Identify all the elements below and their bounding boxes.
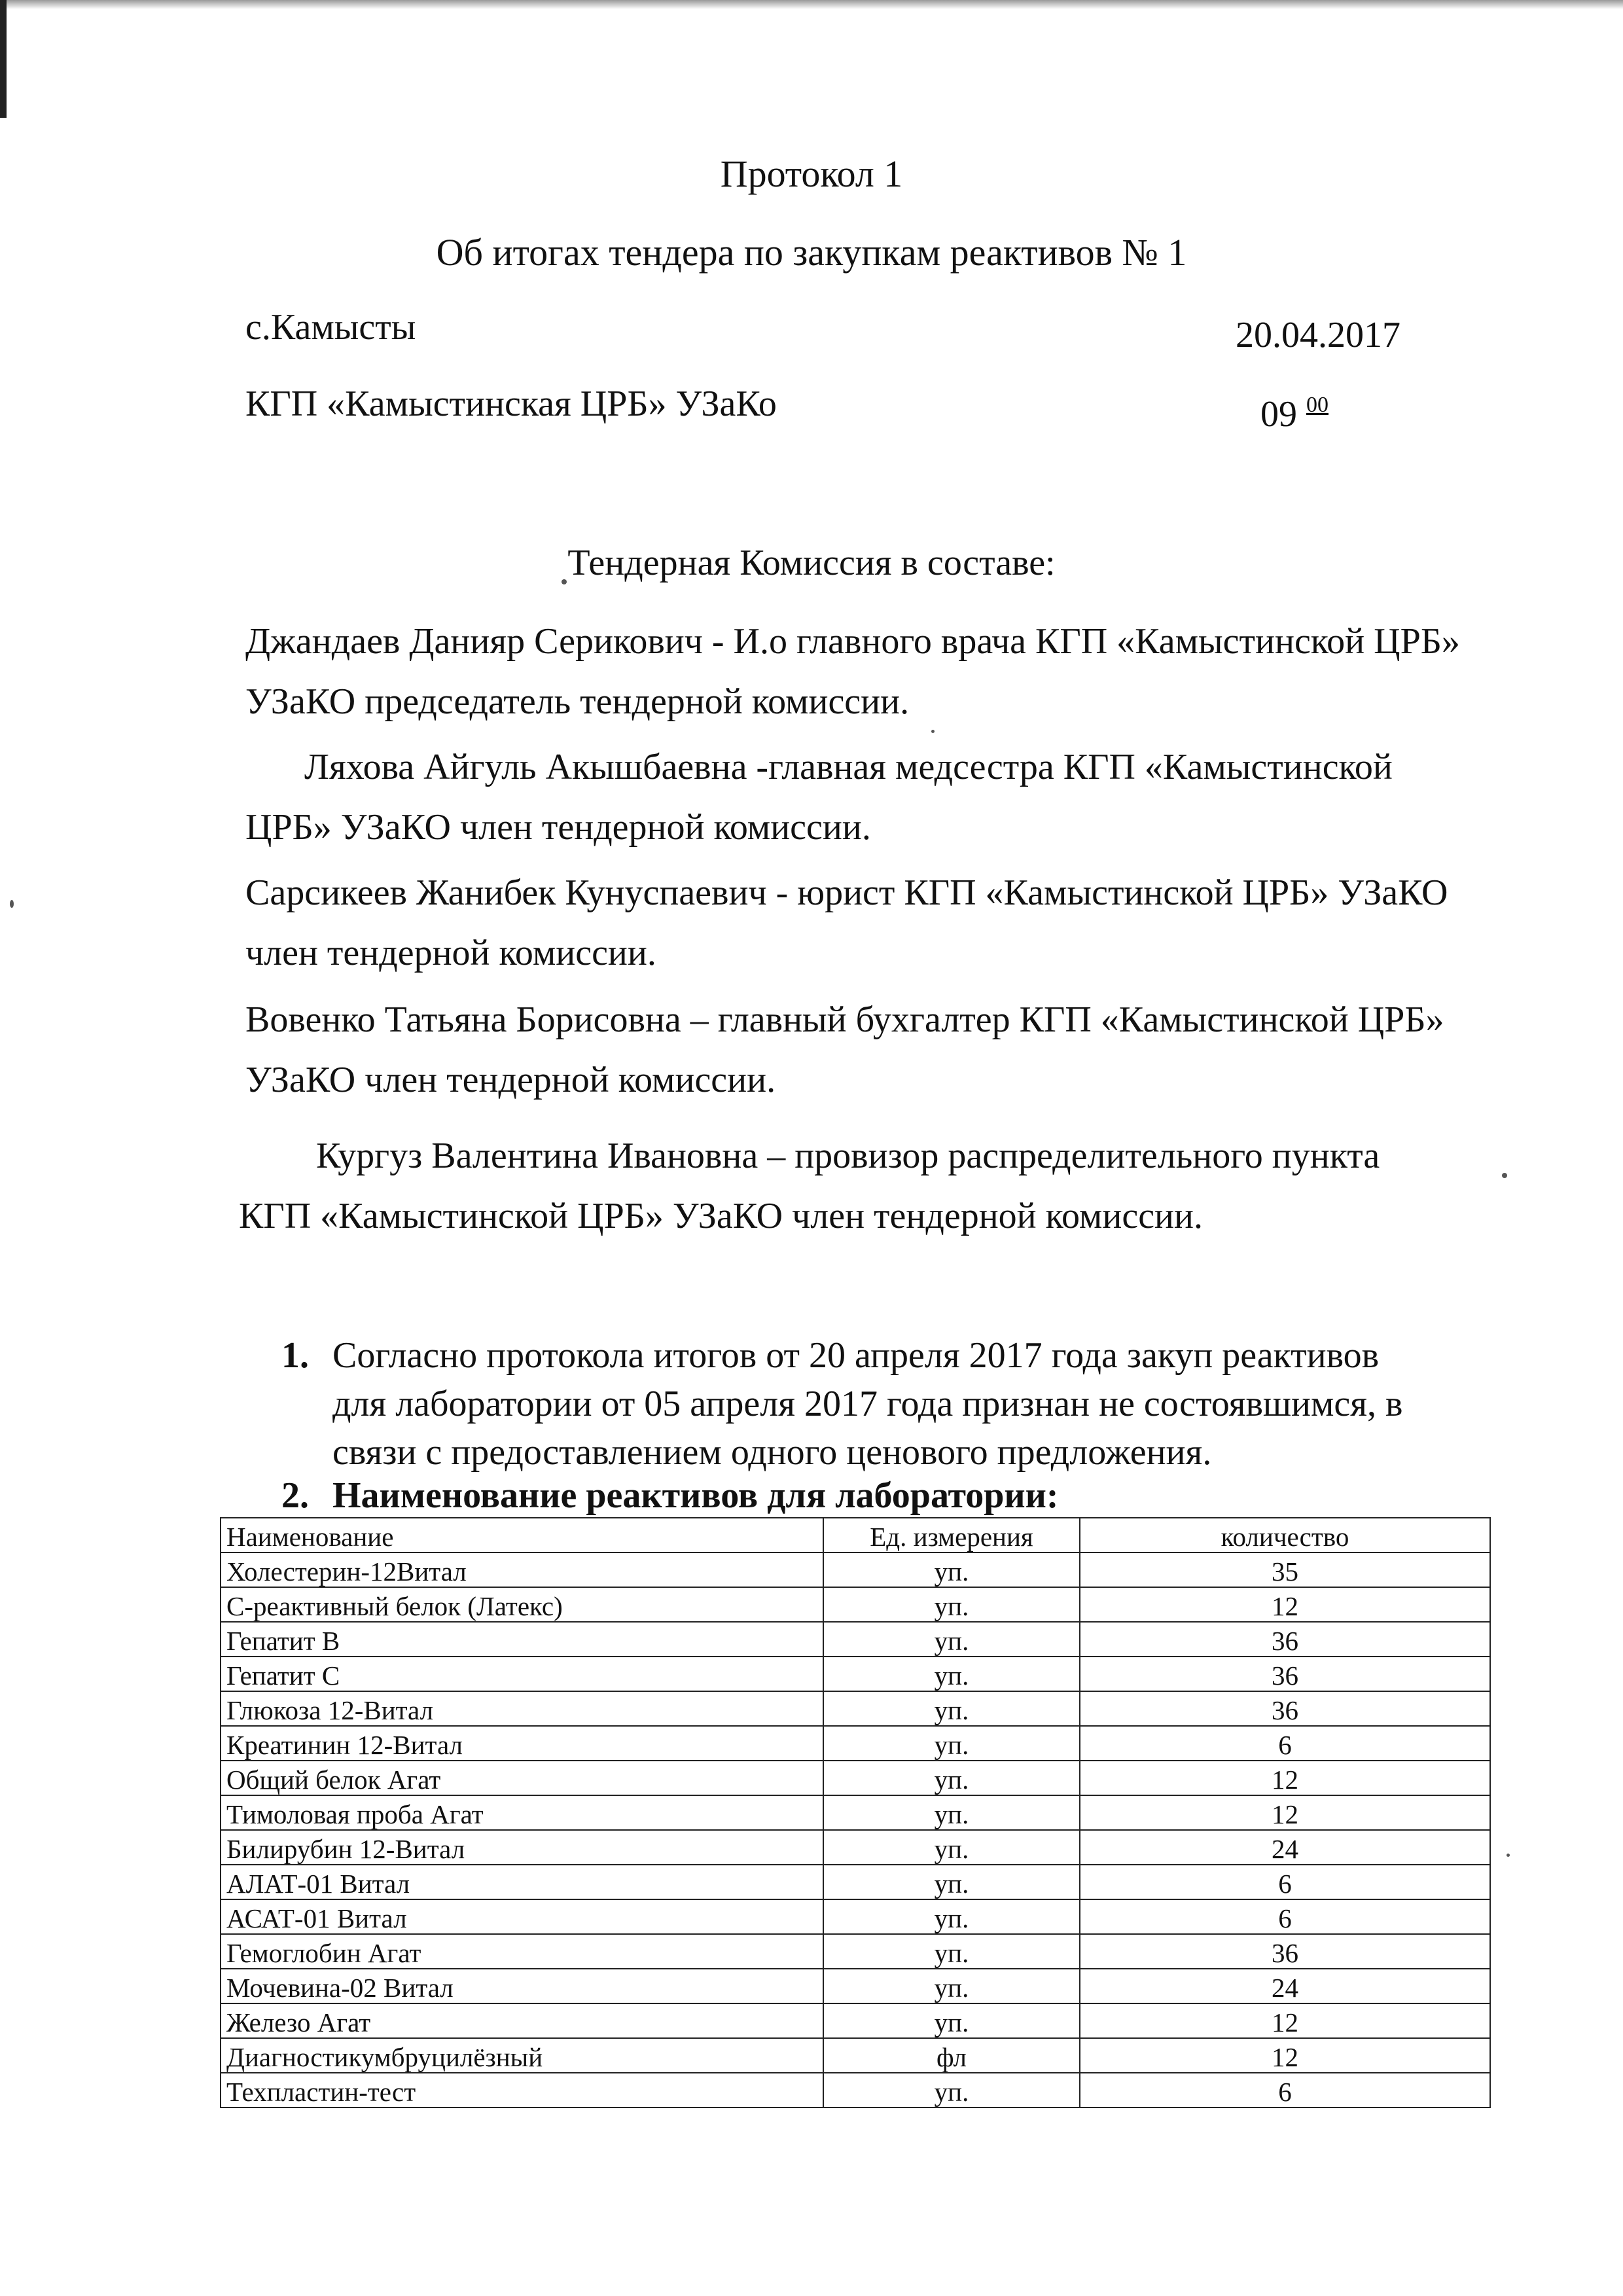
- table-row: [221, 1622, 1490, 1657]
- section-heading: Наименование реактивов для лаборатории:: [332, 1475, 1059, 1516]
- cell-name: С-реактивный белок (Латекс): [221, 1587, 823, 1622]
- scan-speck: [1502, 1173, 1507, 1178]
- cell-quantity: 6: [1080, 1726, 1490, 1761]
- table-row: [221, 1726, 1490, 1761]
- cell-unit: уп.: [823, 1587, 1080, 1622]
- scan-speck: [10, 900, 14, 908]
- table-row: [221, 1657, 1490, 1691]
- reagents-table: [220, 1517, 1491, 2108]
- time-hour: 09: [1260, 394, 1297, 435]
- cell-quantity: 12: [1080, 1761, 1490, 1795]
- cell-quantity: 36: [1080, 1691, 1490, 1726]
- cell-quantity: 36: [1080, 1934, 1490, 1969]
- list-number: 2.: [281, 1475, 309, 1516]
- table-row: [221, 1795, 1490, 1830]
- cell-name: Общий белок Агат: [221, 1761, 823, 1795]
- cell-name: Гепатит С: [221, 1657, 823, 1691]
- commission-member: [245, 611, 1460, 732]
- scan-speck: [1507, 1854, 1510, 1857]
- scan-speck: [562, 579, 567, 584]
- scan-edge-left: [0, 0, 7, 118]
- item-line: связи с предоставлением одного ценового предложения.: [332, 1432, 1212, 1473]
- document-subtitle: Об итогах тендера по закупкам реактивов № 1: [436, 231, 1187, 274]
- commission-member: [245, 863, 1448, 983]
- cell-unit: уп.: [823, 1622, 1080, 1657]
- cell-unit: уп.: [823, 1830, 1080, 1865]
- cell-quantity: 24: [1080, 1830, 1490, 1865]
- table-row: [221, 1761, 1490, 1795]
- cell-quantity: 6: [1080, 2073, 1490, 2108]
- list-item-2: [281, 1471, 1059, 1520]
- cell-unit: уп.: [823, 1726, 1080, 1761]
- cell-name: Гемоглобин Агат: [221, 1934, 823, 1969]
- cell-quantity: 12: [1080, 2003, 1490, 2038]
- cell-name: Мочевина-02 Витал: [221, 1969, 823, 2003]
- table-row: [221, 1969, 1490, 2003]
- table-row: [221, 2073, 1490, 2108]
- member-line: КГП «Камыстинской ЦРБ» УЗаКО член тендерной комиссии.: [239, 1196, 1203, 1236]
- cell-unit: уп.: [823, 1934, 1080, 1969]
- item-line: для лаборатории от 05 апреля 2017 года признан не состоявшимся, в: [332, 1384, 1403, 1424]
- cell-name: Гепатит В: [221, 1622, 823, 1657]
- commission-member: [239, 1126, 1380, 1246]
- organization: КГП «Камыстинская ЦРБ» УЗаКо: [245, 384, 777, 424]
- member-line: член тендерной комиссии.: [245, 933, 656, 973]
- cell-unit: уп.: [823, 1552, 1080, 1587]
- cell-name: Железо Агат: [221, 2003, 823, 2038]
- commission-member: [245, 990, 1444, 1110]
- member-line: УЗаКО председатель тендерной комиссии.: [245, 681, 910, 722]
- cell-unit: уп.: [823, 1795, 1080, 1830]
- list-item-1: [281, 1331, 1403, 1477]
- table-row: [221, 1691, 1490, 1726]
- document-title: Протокол 1: [720, 152, 903, 195]
- member-line: Джандаев Данияр Серикович - И.о главного врача КГП «Камыстинской ЦРБ»: [245, 621, 1460, 662]
- member-line: УЗаКО член тендерной комиссии.: [245, 1060, 776, 1100]
- cell-unit: уп.: [823, 1657, 1080, 1691]
- cell-quantity: 6: [1080, 1865, 1490, 1899]
- table-row: [221, 2003, 1490, 2038]
- cell-unit: уп.: [823, 1969, 1080, 2003]
- cell-name: АЛАТ-01 Витал: [221, 1865, 823, 1899]
- scan-speck: [931, 730, 935, 733]
- cell-quantity: 36: [1080, 1622, 1490, 1657]
- cell-name: АСАТ-01 Витал: [221, 1899, 823, 1934]
- cell-unit: уп.: [823, 1691, 1080, 1726]
- cell-quantity: 12: [1080, 1587, 1490, 1622]
- cell-name: Техпластин-тест: [221, 2073, 823, 2108]
- member-line: Сарсикеев Жанибек Кунуспаевич - юрист КГП «Камыстинской ЦРБ» УЗаКО: [245, 872, 1448, 913]
- member-line: Кургуз Валентина Ивановна – провизор распределительного пункта: [316, 1136, 1380, 1176]
- column-header-name: Наименование: [221, 1518, 823, 1552]
- cell-unit: уп.: [823, 2073, 1080, 2108]
- commission-heading: Тендерная Комиссия в составе:: [567, 543, 1056, 583]
- cell-unit: уп.: [823, 1865, 1080, 1899]
- scan-edge-top: [0, 0, 1623, 9]
- table-row: [221, 1899, 1490, 1934]
- cell-unit: уп.: [823, 2003, 1080, 2038]
- table-header-row: [221, 1518, 1490, 1552]
- table-row: [221, 1865, 1490, 1899]
- table-row: [221, 1552, 1490, 1587]
- table-row: [221, 1934, 1490, 1969]
- table-row: [221, 1830, 1490, 1865]
- cell-quantity: 36: [1080, 1657, 1490, 1691]
- member-line: ЦРБ» УЗаКО член тендерной комиссии.: [245, 807, 871, 848]
- time-minutes: 00: [1306, 393, 1329, 417]
- cell-quantity: 12: [1080, 1795, 1490, 1830]
- cell-name: Диагностикумбруцилёзный: [221, 2038, 823, 2073]
- column-header-unit: Ед. измерения: [823, 1518, 1080, 1552]
- list-number: 1.: [281, 1335, 309, 1376]
- cell-name: Холестерин-12Витал: [221, 1552, 823, 1587]
- time: [1260, 393, 1329, 435]
- member-line: Вовенко Татьяна Борисовна – главный бухгалтер КГП «Камыстинской ЦРБ»: [245, 999, 1444, 1040]
- table-row: [221, 1587, 1490, 1622]
- cell-quantity: 24: [1080, 1969, 1490, 2003]
- item-line: Согласно протокола итогов от 20 апреля 2017 года закуп реактивов: [332, 1335, 1380, 1376]
- cell-name: Тимоловая проба Агат: [221, 1795, 823, 1830]
- cell-quantity: 6: [1080, 1899, 1490, 1934]
- table-row: [221, 2038, 1490, 2073]
- date: 20.04.2017: [1236, 315, 1400, 355]
- cell-name: Креатинин 12-Витал: [221, 1726, 823, 1761]
- cell-name: Глюкоза 12-Витал: [221, 1691, 823, 1726]
- cell-unit: уп.: [823, 1761, 1080, 1795]
- place: с.Камысты: [245, 307, 416, 348]
- cell-name: Билирубин 12-Витал: [221, 1830, 823, 1865]
- cell-quantity: 35: [1080, 1552, 1490, 1587]
- cell-unit: уп.: [823, 1899, 1080, 1934]
- commission-member: [245, 737, 1393, 857]
- cell-unit: фл: [823, 2038, 1080, 2073]
- member-line: Ляхова Айгуль Акышбаевна -главная медсестра КГП «Камыстинской: [304, 747, 1393, 787]
- column-header-quantity: количество: [1080, 1518, 1490, 1552]
- cell-quantity: 12: [1080, 2038, 1490, 2073]
